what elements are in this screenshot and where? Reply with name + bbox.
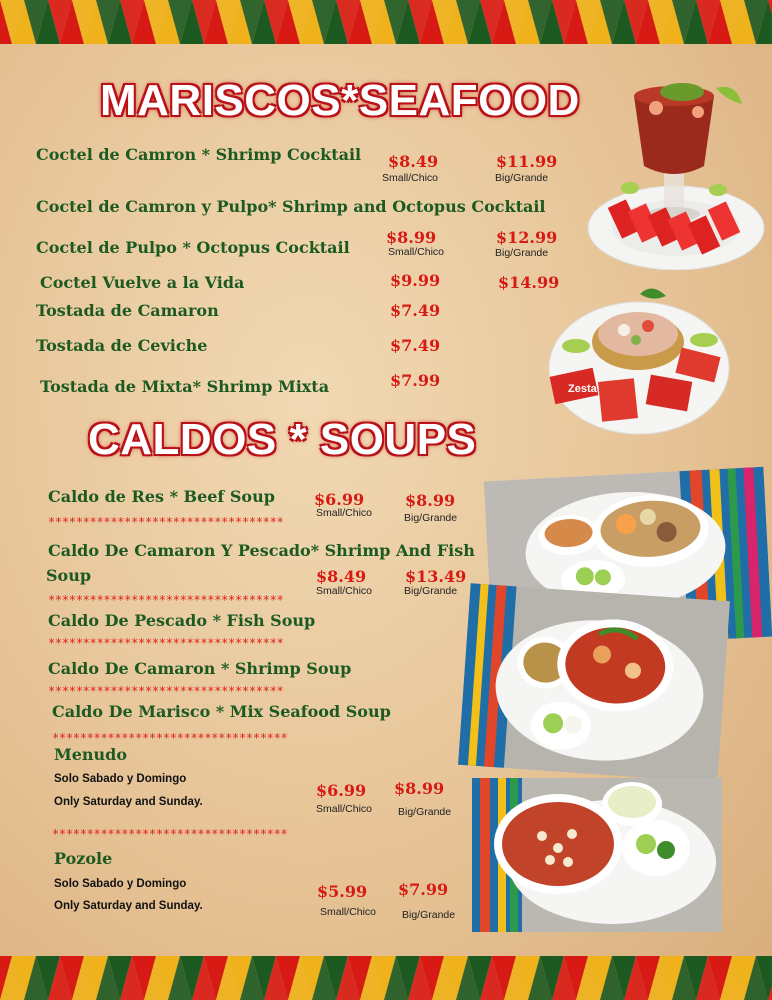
availability-note-en: Only Saturday and Sunday. xyxy=(54,900,203,912)
menu-item-vuelve-a-la-vida: Coctel Vuelve a la Vida xyxy=(40,273,245,292)
price-small: $7.49 xyxy=(390,301,441,320)
separator: ********************************** xyxy=(48,636,284,650)
price-small: $7.99 xyxy=(390,371,441,390)
size-label-small: Small/Chico xyxy=(316,803,373,815)
shrimp-soup-photo xyxy=(458,583,730,783)
menu-item-beef-soup: Caldo de Res * Beef Soup xyxy=(48,487,275,506)
tostada-photo xyxy=(548,282,730,438)
size-label-big: Big/Grande xyxy=(402,909,456,921)
menu-item-pozole: Pozole xyxy=(54,849,113,868)
soups-heading: CALDOS * SOUPS xyxy=(88,415,477,464)
price-big: $11.99 xyxy=(496,152,558,171)
price-small: $6.99 xyxy=(316,781,367,800)
price-big: $13.49 xyxy=(405,567,467,586)
menu-item-menudo: Menudo xyxy=(54,745,128,764)
menu-item-shrimp-fish-soup-line2: Soup xyxy=(46,566,92,585)
price-small: $6.99 xyxy=(314,490,365,509)
size-label-big: Big/Grande xyxy=(404,585,458,597)
separator: ********************************** xyxy=(52,827,288,841)
price-big: $12.99 xyxy=(496,228,558,247)
size-label-big: Big/Grande xyxy=(398,806,452,818)
size-label-small: Small/Chico xyxy=(316,585,373,597)
price-small: $9.99 xyxy=(390,271,441,290)
availability-note-en: Only Saturday and Sunday. xyxy=(54,796,203,808)
separator: ********************************** xyxy=(52,731,288,745)
seafood-heading: MARISCOS*SEAFOOD xyxy=(100,76,580,125)
menu-item-tostada-mixta: Tostada de Mixta* Shrimp Mixta xyxy=(40,377,330,396)
availability-note-es: Solo Sabado y Domingo xyxy=(54,878,187,890)
bottom-triangle-border xyxy=(0,956,772,1000)
size-label-small: Small/Chico xyxy=(316,507,373,519)
separator: ********************************** xyxy=(48,593,284,607)
price-small: $8.49 xyxy=(388,152,439,171)
triangle-pattern xyxy=(0,0,772,44)
menu-item-mix-seafood-soup: Caldo De Marisco * Mix Seafood Soup xyxy=(52,702,391,721)
size-label-big: Big/Grande xyxy=(404,512,458,524)
menu-item-octopus-cocktail: Coctel de Pulpo * Octopus Cocktail xyxy=(36,238,350,257)
price-big: $8.99 xyxy=(405,491,456,510)
size-label-small: Small/Chico xyxy=(388,246,445,258)
menu-item-fish-soup: Caldo De Pescado * Fish Soup xyxy=(48,611,316,630)
menu-item-tostada-ceviche: Tostada de Ceviche xyxy=(36,336,208,355)
separator: ********************************** xyxy=(48,684,284,698)
size-label-big: Big/Grande xyxy=(495,172,549,184)
price-small: $8.49 xyxy=(316,567,367,586)
cracker-brand-label: Zesta xyxy=(568,383,597,395)
menu-item-shrimp-soup: Caldo De Camaron * Shrimp Soup xyxy=(48,659,352,678)
price-small: $7.49 xyxy=(390,336,441,355)
size-label-big: Big/Grande xyxy=(495,247,549,259)
menu-item-tostada-camaron: Tostada de Camaron xyxy=(36,301,219,320)
price-big: $8.99 xyxy=(394,779,445,798)
shrimp-cocktail-photo xyxy=(586,78,766,270)
separator: ********************************** xyxy=(48,515,284,529)
size-label-small: Small/Chico xyxy=(320,906,377,918)
size-label-small: Small/Chico xyxy=(382,172,439,184)
menudo-photo xyxy=(472,778,722,932)
menu-item-shrimp-octopus-cocktail: Coctel de Camron y Pulpo* Shrimp and Octopus Cocktail xyxy=(36,197,546,216)
price-big: $7.99 xyxy=(398,880,449,899)
menu-item-shrimp-cocktail: Coctel de Camron * Shrimp Cocktail xyxy=(36,145,362,164)
price-small: $5.99 xyxy=(317,882,368,901)
price-small: $8.99 xyxy=(386,228,437,247)
menu-item-shrimp-fish-soup: Caldo De Camaron Y Pescado* Shrimp And Fish xyxy=(48,541,475,560)
availability-note-es: Solo Sabado y Domingo xyxy=(54,773,187,785)
triangle-pattern xyxy=(0,956,772,1000)
price-big: $14.99 xyxy=(498,273,560,292)
top-triangle-border xyxy=(0,0,772,44)
